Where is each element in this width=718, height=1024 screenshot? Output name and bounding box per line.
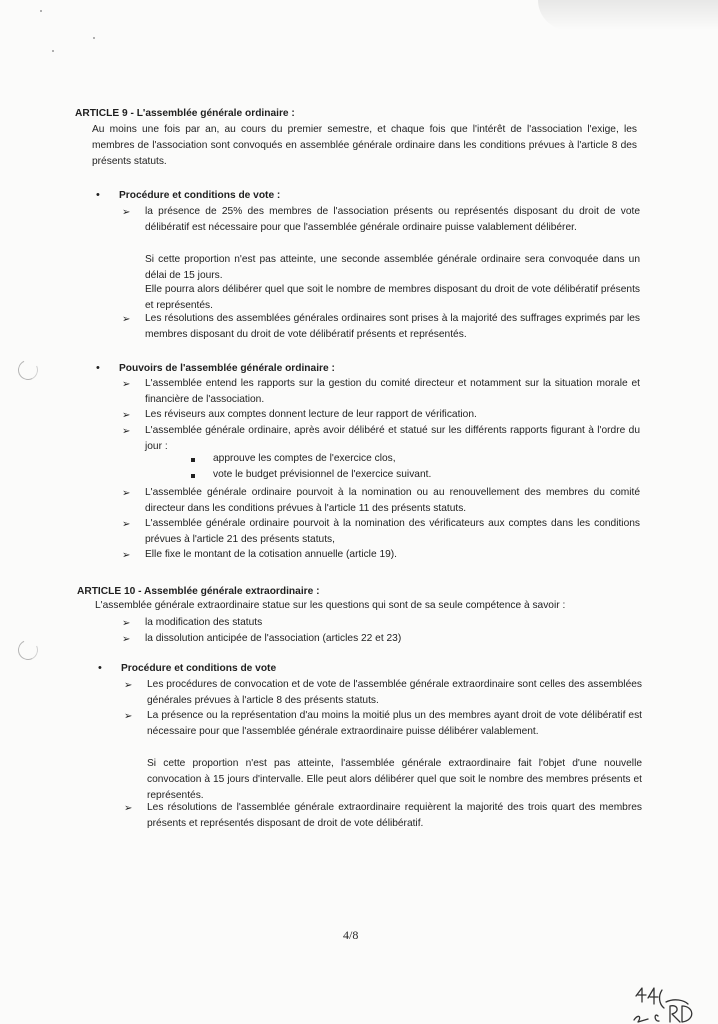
arrow-bullet-icon: ➢ [122,488,131,499]
list-item: Les procédures de convocation et de vote de l'assemblée générale extraordinaire sont celles des assemblées générales prévues à l'article 8 des présents statuts. [147,679,642,706]
bullet-icon: • [98,662,102,674]
list-item: L'assemblée entend les rapports sur la gestion du comité directeur et notamment sur la situation morale et financière de l'association. [145,378,640,405]
arrow-bullet-icon: ➢ [122,314,131,325]
square-bullet-icon [191,474,195,478]
list-item: L'assemblée générale ordinaire pourvoit à la nomination ou au renouvellement des membres du comité directeur dans les conditions prévues à l'article 11 des présents statuts. [145,487,640,514]
handwritten-initials-signature [628,986,704,1024]
list-item: Si cette proportion n'est pas atteinte, l'assemblée générale extraordinaire fait l'objet d'une nouvelle convocation à 15 jours d'intervalle. Elle peut alors délibérer quel que soit le nombre des membres présents et représentés. [147,758,642,801]
article-10-title: ARTICLE 10 - Assemblée générale extraordinaire : [77,586,320,597]
scan-shadow [538,0,718,30]
list-item: L'assemblée générale ordinaire pourvoit à la nomination des vérificateurs aux comptes dans les conditions prévues à l'article 21 des présents statuts, [145,518,640,545]
page-number: 4/8 [343,928,359,942]
list-item: L'assemblée générale ordinaire, après avoir délibéré et statué sur les différents rapports figurant à l'ordre du jour : [145,425,640,452]
arrow-bullet-icon: ➢ [122,379,131,390]
square-bullet-icon [191,458,195,462]
arrow-bullet-icon: ➢ [122,550,131,561]
scan-speck [93,37,95,39]
arrow-bullet-icon: ➢ [124,803,133,814]
list-item: Elle pourra alors délibérer quel que soit le nombre de membres disposant du droit de vote délibératif présents et représentés. [145,284,640,311]
scan-speck [40,10,42,12]
punch-hole-mark [15,357,41,383]
list-item: la dissolution anticipée de l'association (articles 22 et 23) [145,633,402,644]
list-item: Si cette proportion n'est pas atteinte, une seconde assemblée générale ordinaire sera convoquée dans un délai de 15 jours. [145,254,640,281]
list-item: la présence de 25% des membres de l'association présents ou représentés disposant du droit de vote délibératif est nécessaire pour que l'assemblée générale ordinaire puisse valablement délibérer. [145,206,640,233]
arrow-bullet-icon: ➢ [122,207,131,218]
article-10-intro: L'assemblée générale extraordinaire statue sur les questions qui sont de sa seule compétence à savoir : [95,600,566,611]
section-heading: Pouvoirs de l'assemblée générale ordinaire : [119,363,335,374]
arrow-bullet-icon: ➢ [122,519,131,530]
section-heading: Procédure et conditions de vote : [119,190,281,201]
list-item: Elle fixe le montant de la cotisation annuelle (article 19). [145,549,397,560]
bullet-icon: • [96,362,100,374]
list-item: Les réviseurs aux comptes donnent lecture de leur rapport de vérification. [145,409,477,420]
scan-speck [52,50,54,52]
sub-list-item: approuve les comptes de l'exercice clos, [213,453,396,464]
article-9-intro: Au moins une fois par an, au cours du premier semestre, et chaque fois que l'intérêt de l'association l'exige, les membres de l'association sont convoqués en assemblée générale ordinaire dans les conditions prévues à l'article 8 des présents statuts. [92,124,637,167]
punch-hole-mark [15,637,41,663]
section-heading: Procédure et conditions de vote [121,663,277,674]
list-item: la modification des statuts [145,617,263,628]
arrow-bullet-icon: ➢ [122,410,131,421]
bullet-icon: • [96,189,100,201]
article-9-title: ARTICLE 9 - L'assemblée générale ordinaire : [75,108,295,119]
sub-list-item: vote le budget prévisionnel de l'exercice suivant. [213,469,432,480]
arrow-bullet-icon: ➢ [124,680,133,691]
arrow-bullet-icon: ➢ [124,711,133,722]
arrow-bullet-icon: ➢ [122,634,131,645]
list-item: Les résolutions des assemblées générales ordinaires sont prises à la majorité des suffrages exprimés par les membres disposant du droit de vote délibératif présents et représentés. [145,313,640,340]
arrow-bullet-icon: ➢ [122,426,131,437]
list-item: Les résolutions de l'assemblée générale extraordinaire requièrent la majorité des trois quart des membres présents et représentés disposant de droit de vote délibératif. [147,802,642,829]
arrow-bullet-icon: ➢ [122,618,131,629]
list-item: La présence ou la représentation d'au moins la moitié plus un des membres ayant droit de vote délibératif est nécessaire pour que l'assemblée générale extraordinaire puisse délibérer valablement. [147,710,642,737]
